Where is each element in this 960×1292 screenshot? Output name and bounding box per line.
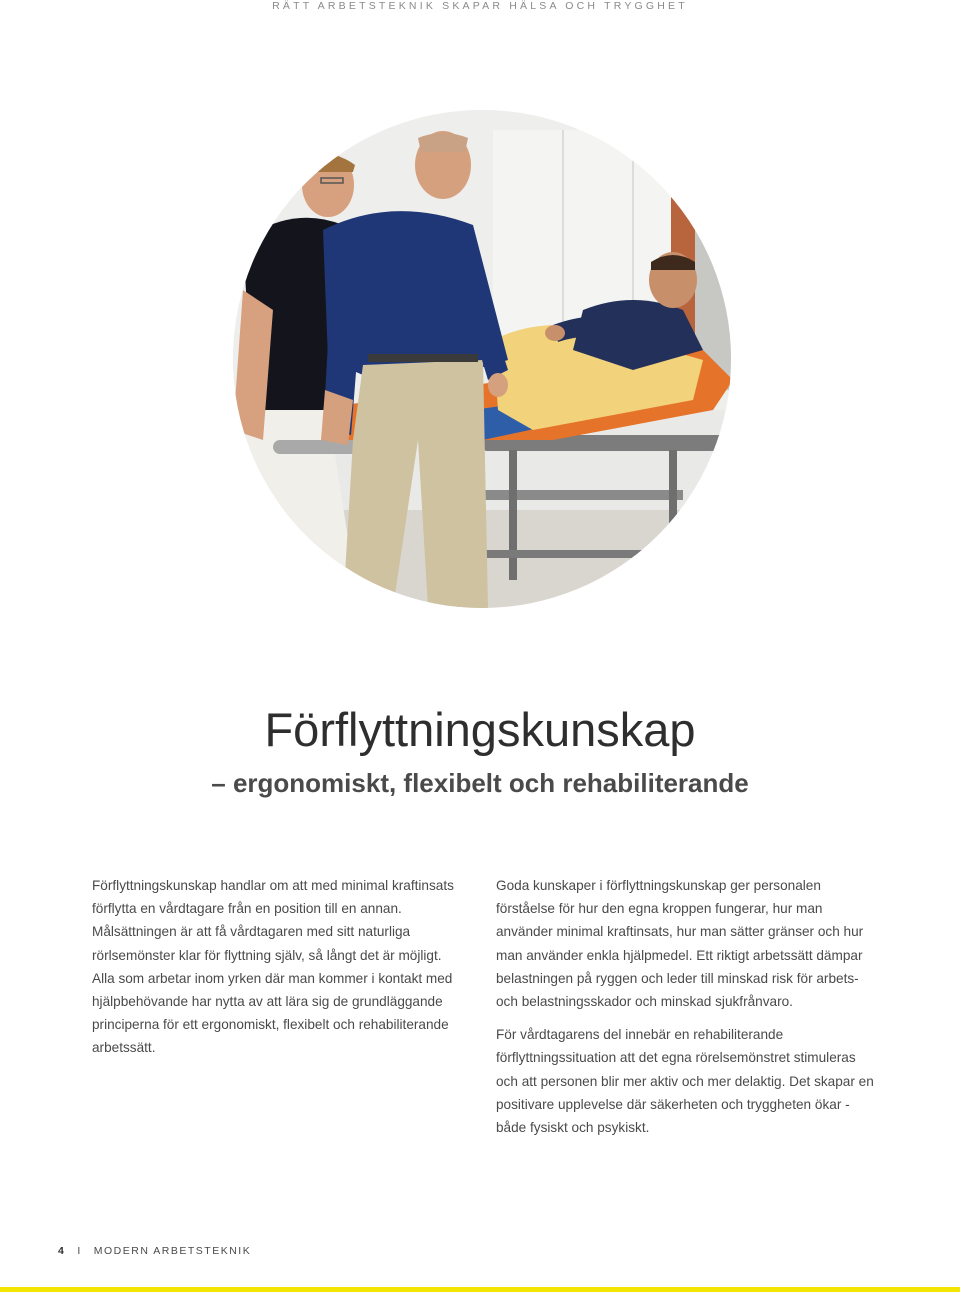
footer-separator: I: [77, 1245, 82, 1257]
hero-photo: [233, 110, 731, 608]
body-paragraph: Förflyttningskunskap handlar om att med minimal kraftinsats förflytta en vårdtagare från en position till en annan. Målsättningen är att få vårdtagaren med sitt naturliga rörlsemönster klar för flyttning själv, så långt det är möjligt. Alla som arbetar inom yrken där man kommer i kontakt med hjälpbehövande har nytta av att lära sig de grundläggande principerna för ett ergonomiskt, flexibelt och rehabiliterande arbetssätt.: [92, 878, 454, 1056]
accent-bar: [0, 1287, 960, 1292]
body-paragraph: Goda kunskaper i förflyttningskunskap ger personalen förståelse för hur den egna kroppen fungerar, hur man använder minimal kraftinsats, hur man sätter gränser och hur man använder enkla hjälpmedel. Ett riktigt arbetssätt dämpar belastningen på ryggen och leder till minskad risk för arbets- och belastningsskador och minskad sjukfrånvaro.: [496, 878, 864, 1010]
page-title: Förflyttningskunskap: [264, 703, 696, 756]
right-column: [496, 874, 876, 1139]
body-paragraph: För vårdtagarens del innebär en rehabiliterande förflyttningssituation att det egna rörelsemönstret stimuleras och att personen blir mer aktiv och mer delaktig. Det skapar en positivare upplevelse där säkerheten och tryggheten ökar - både fysiskt och psykiskt.: [496, 1027, 874, 1136]
circular-photo-icon: [233, 110, 731, 608]
page-footer: [58, 1245, 251, 1257]
publication-name: MODERN ARBETSTEKNIK: [93, 1245, 252, 1257]
left-column: [92, 874, 462, 1060]
running-header: RÄTT ARBETSTEKNIK SKAPAR HÄLSA OCH TRYGGHET: [272, 0, 688, 12]
page-number: 4: [58, 1245, 66, 1257]
page-subtitle: – ergonomiskt, flexibelt och rehabiliterande: [211, 768, 749, 798]
